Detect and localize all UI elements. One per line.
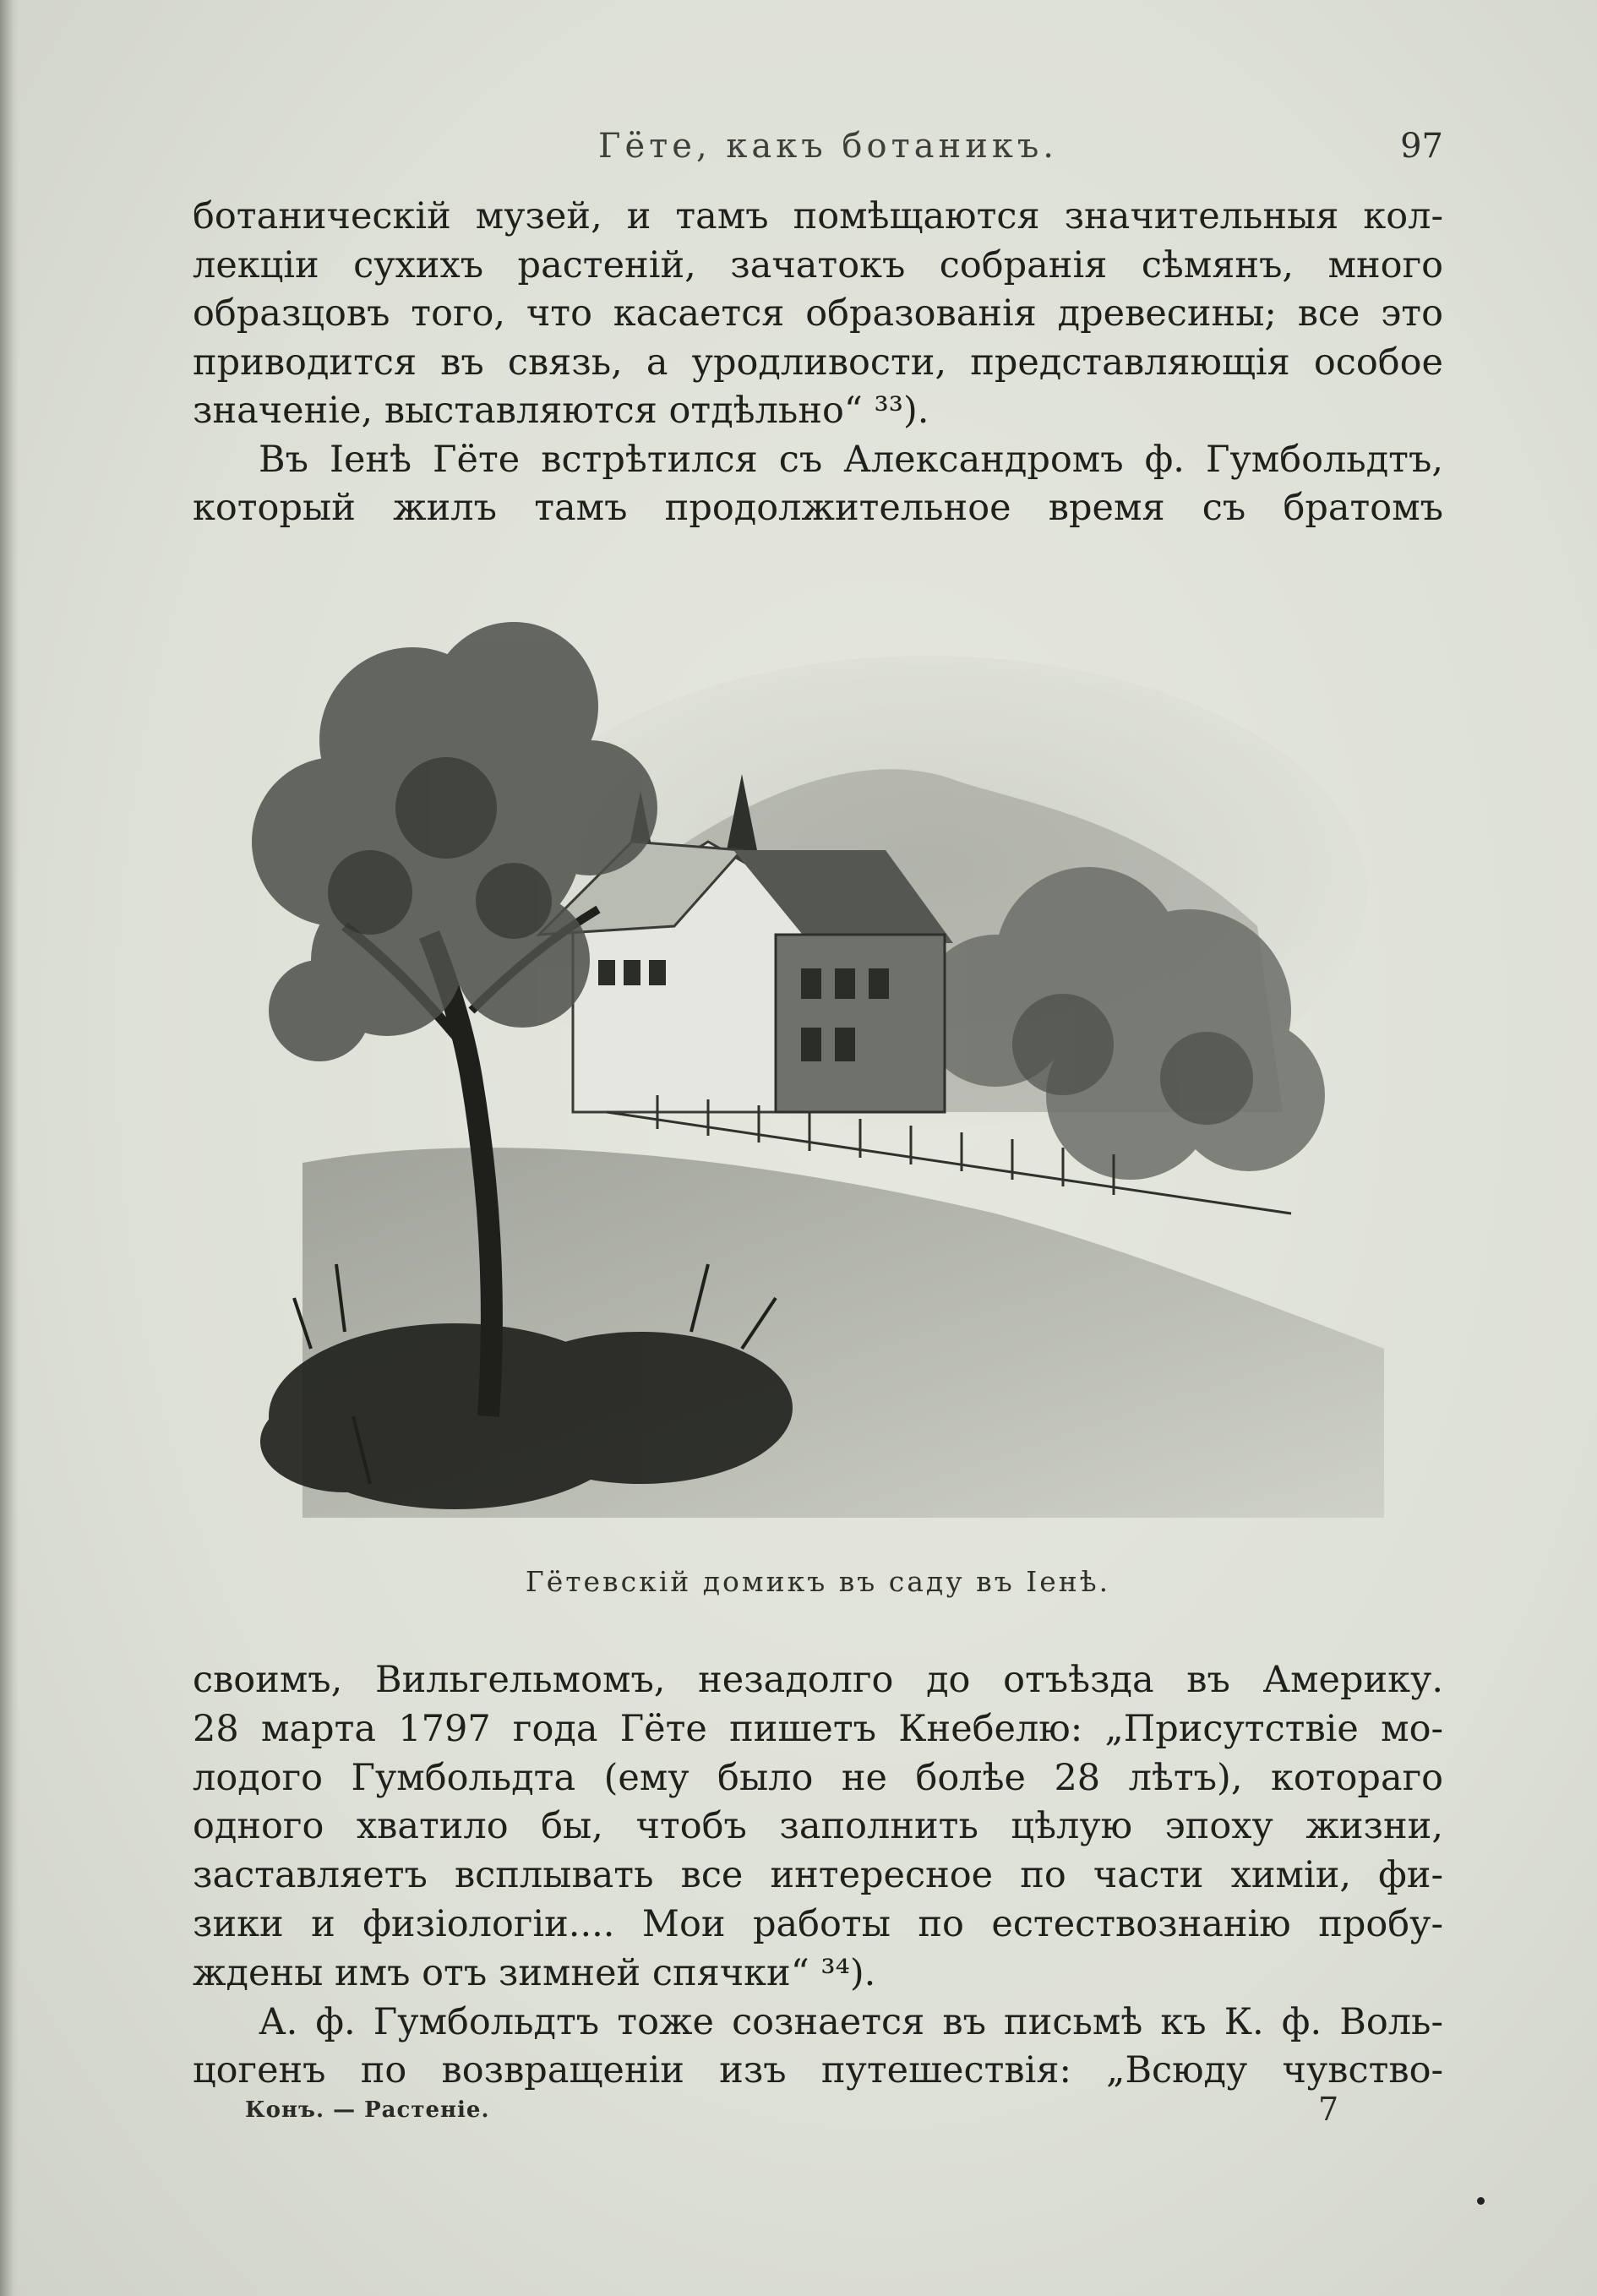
text-line: заставляетъ всплывать все интересное по части химіи, фи- xyxy=(193,1854,1443,1897)
house xyxy=(539,842,953,1112)
text-line: значеніе, выставляются отдѣльно“ ³³). xyxy=(193,390,929,432)
text-line: ждены имъ отъ зимней спячки“ ³⁴). xyxy=(193,1951,876,1994)
page-number: 97 xyxy=(1400,127,1443,166)
signature-mark: 7 xyxy=(1318,2091,1339,2128)
text-line: Въ Іенѣ Гёте встрѣтился съ Александромъ ф. Гумбольдтъ, xyxy=(259,438,1443,481)
text-line: который жилъ тамъ продолжительное время съ братомъ xyxy=(193,487,1443,529)
ink-speck xyxy=(1477,2197,1485,2205)
page-footer xyxy=(245,2091,1344,2140)
page-binding-shadow xyxy=(0,0,19,2296)
text-line: лодого Гумбольдта (ему было не болѣе 28 лѣтъ), котораго xyxy=(193,1756,1443,1799)
text-line: А. ф. Гумбольдтъ тоже сознается въ письмѣ къ К. ф. Воль- xyxy=(259,2000,1443,2043)
text-line: цогенъ по возвращеніи изъ путешествія: „Всюду чувство- xyxy=(193,2049,1443,2092)
text-line: своимъ, Вильгельмомъ, незадолго до отъѣзда въ Америку. xyxy=(193,1659,1443,1701)
illustration-caption: Гётевскій домикъ въ саду въ Іенѣ. xyxy=(525,1565,1111,1598)
text-block-bottom xyxy=(193,1656,1443,2096)
text-line: ботаническій музей, и тамъ помѣщаются значительныя кол- xyxy=(193,195,1443,237)
running-title: Гёте, какъ ботаникъ. xyxy=(598,127,1059,166)
text-line: лекціи сухихъ растеній, зачатокъ собранія сѣмянъ, много xyxy=(193,243,1443,286)
text-line: зики и физіологіи.... Мои работы по естествознанію пробу- xyxy=(193,1902,1443,1945)
printer-signature: Конъ. — Растеніе. xyxy=(245,2097,490,2123)
running-header xyxy=(193,127,1443,177)
illustration-goethe-garden-house xyxy=(235,571,1384,1518)
text-line: одного хватило бы, чтобъ заполнить цѣлую эпоху жизни, xyxy=(193,1805,1443,1848)
text-line: образцовъ того, что касается образованія древесины; все это xyxy=(193,292,1443,335)
text-line: приводится въ связь, а уродливости, представляющія особое xyxy=(193,341,1443,384)
text-line: 28 марта 1797 года Гёте пишетъ Кнебелю: „Присутствіе мо- xyxy=(193,1707,1443,1750)
text-block-top xyxy=(193,193,1443,533)
